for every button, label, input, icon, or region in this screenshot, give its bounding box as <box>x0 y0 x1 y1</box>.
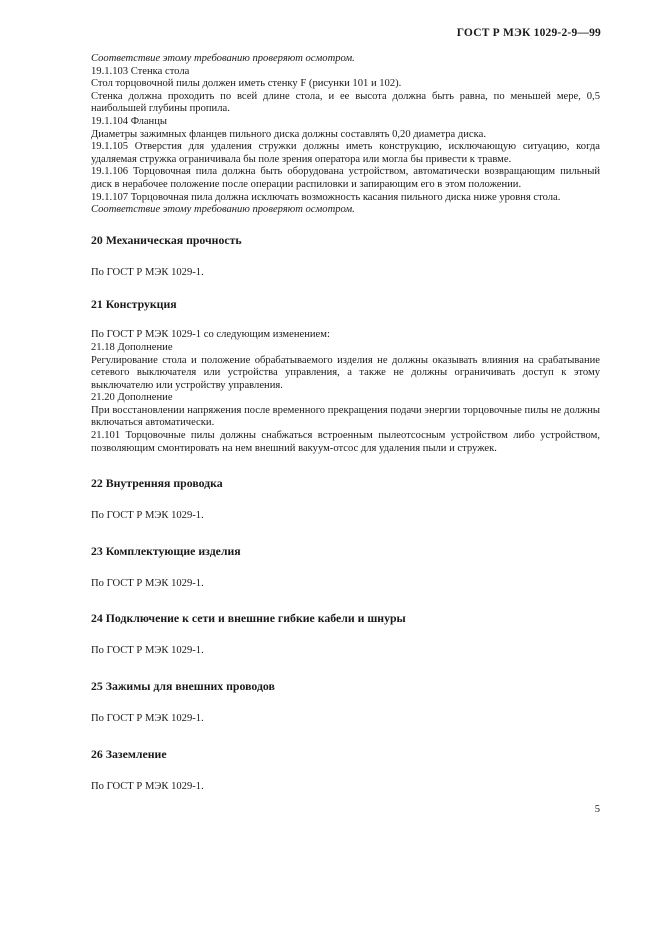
section-body-22: По ГОСТ Р МЭК 1029-1. <box>91 510 204 522</box>
document-header: ГОСТ Р МЭК 1029-2-9—99 <box>456 27 601 39</box>
paragraph: Регулирование стола и положение обрабатываемого изделия не должны оказывать влияния на срабатывание сетевого выключателя или устройства управления, а также не должны ограничивать доступ к этому выключателю или устройству управления. <box>91 354 600 391</box>
paragraph: Стол торцовочной пилы должен иметь стенку F (рисунки 101 и 102). <box>91 78 402 90</box>
section-title-24: 24 Подключение к сети и внешние гибкие кабели и шнуры <box>91 611 406 626</box>
compliance-note: Соответствие этому требованию проверяют осмотром. <box>91 53 355 64</box>
paragraph: 21.101 Торцовочные пилы должны снабжаться встроенным пылеотсосным устройством либо устройством, позволяющим смонтировать на нем внешний вакуум-отсос для удаления пыли и стружек. <box>91 430 600 454</box>
paragraph: 19.1.105 Отверстия для удаления стружки должны иметь конструкцию, исключающую ситуацию, когда удаляемая стружка ограничивала бы поле зрения оператора или могла бы привести к травме. <box>91 141 600 165</box>
clause-heading: 19.1.104 Фланцы <box>91 115 168 127</box>
section-body-23: По ГОСТ Р МЭК 1029-1. <box>91 577 204 589</box>
section-title-22: 22 Внутренняя проводка <box>91 476 223 491</box>
clause-heading: 21.20 Дополнение <box>91 392 173 404</box>
section-title-21: 21 Конструкция <box>91 297 177 312</box>
clause-heading: 19.1.103 Стенка стола <box>91 65 190 77</box>
section-body-20: По ГОСТ Р МЭК 1029-1. <box>91 266 204 278</box>
document-body <box>91 53 600 793</box>
paragraph: Стенка должна проходить по всей длине стола, и ее высота должна быть равна, по меньшей мере, 0,5 наибольшей глубины пропила. <box>91 90 600 115</box>
paragraph: Диаметры зажимных фланцев пильного диска должны составлять 0,20 диаметра диска. <box>91 128 486 140</box>
paragraph: 19.1.107 Торцовочная пила должна исключать возможность касания пильного диска ниже уровня стола. <box>91 191 561 203</box>
paragraph: При восстановлении напряжения после временного прекращения подачи энергии торцовочные пилы не должны включаться автоматически. <box>91 404 600 429</box>
paragraph: 19.1.106 Торцовочная пила должна быть оборудована устройством, автоматически возвращающим пильный диск в нерабочее положение после операции распиловки и запирающим его в этом положении. <box>91 166 600 190</box>
paragraph: По ГОСТ Р МЭК 1029-1 со следующим изменением: <box>91 329 330 341</box>
section-body-24: По ГОСТ Р МЭК 1029-1. <box>91 645 204 657</box>
page-number: 5 <box>594 804 600 815</box>
section-body-26: По ГОСТ Р МЭК 1029-1. <box>91 780 204 792</box>
section-title-25: 25 Зажимы для внешних проводов <box>91 679 275 694</box>
section-body-25: По ГОСТ Р МЭК 1029-1. <box>91 713 204 725</box>
clause-heading: 21.18 Дополнение <box>91 341 173 353</box>
section-title-20: 20 Механическая прочность <box>91 232 242 247</box>
section-title-23: 23 Комплектующие изделия <box>91 543 241 558</box>
compliance-note: Соответствие этому требованию проверяют осмотром. <box>91 204 355 216</box>
section-title-26: 26 Заземление <box>91 746 167 761</box>
